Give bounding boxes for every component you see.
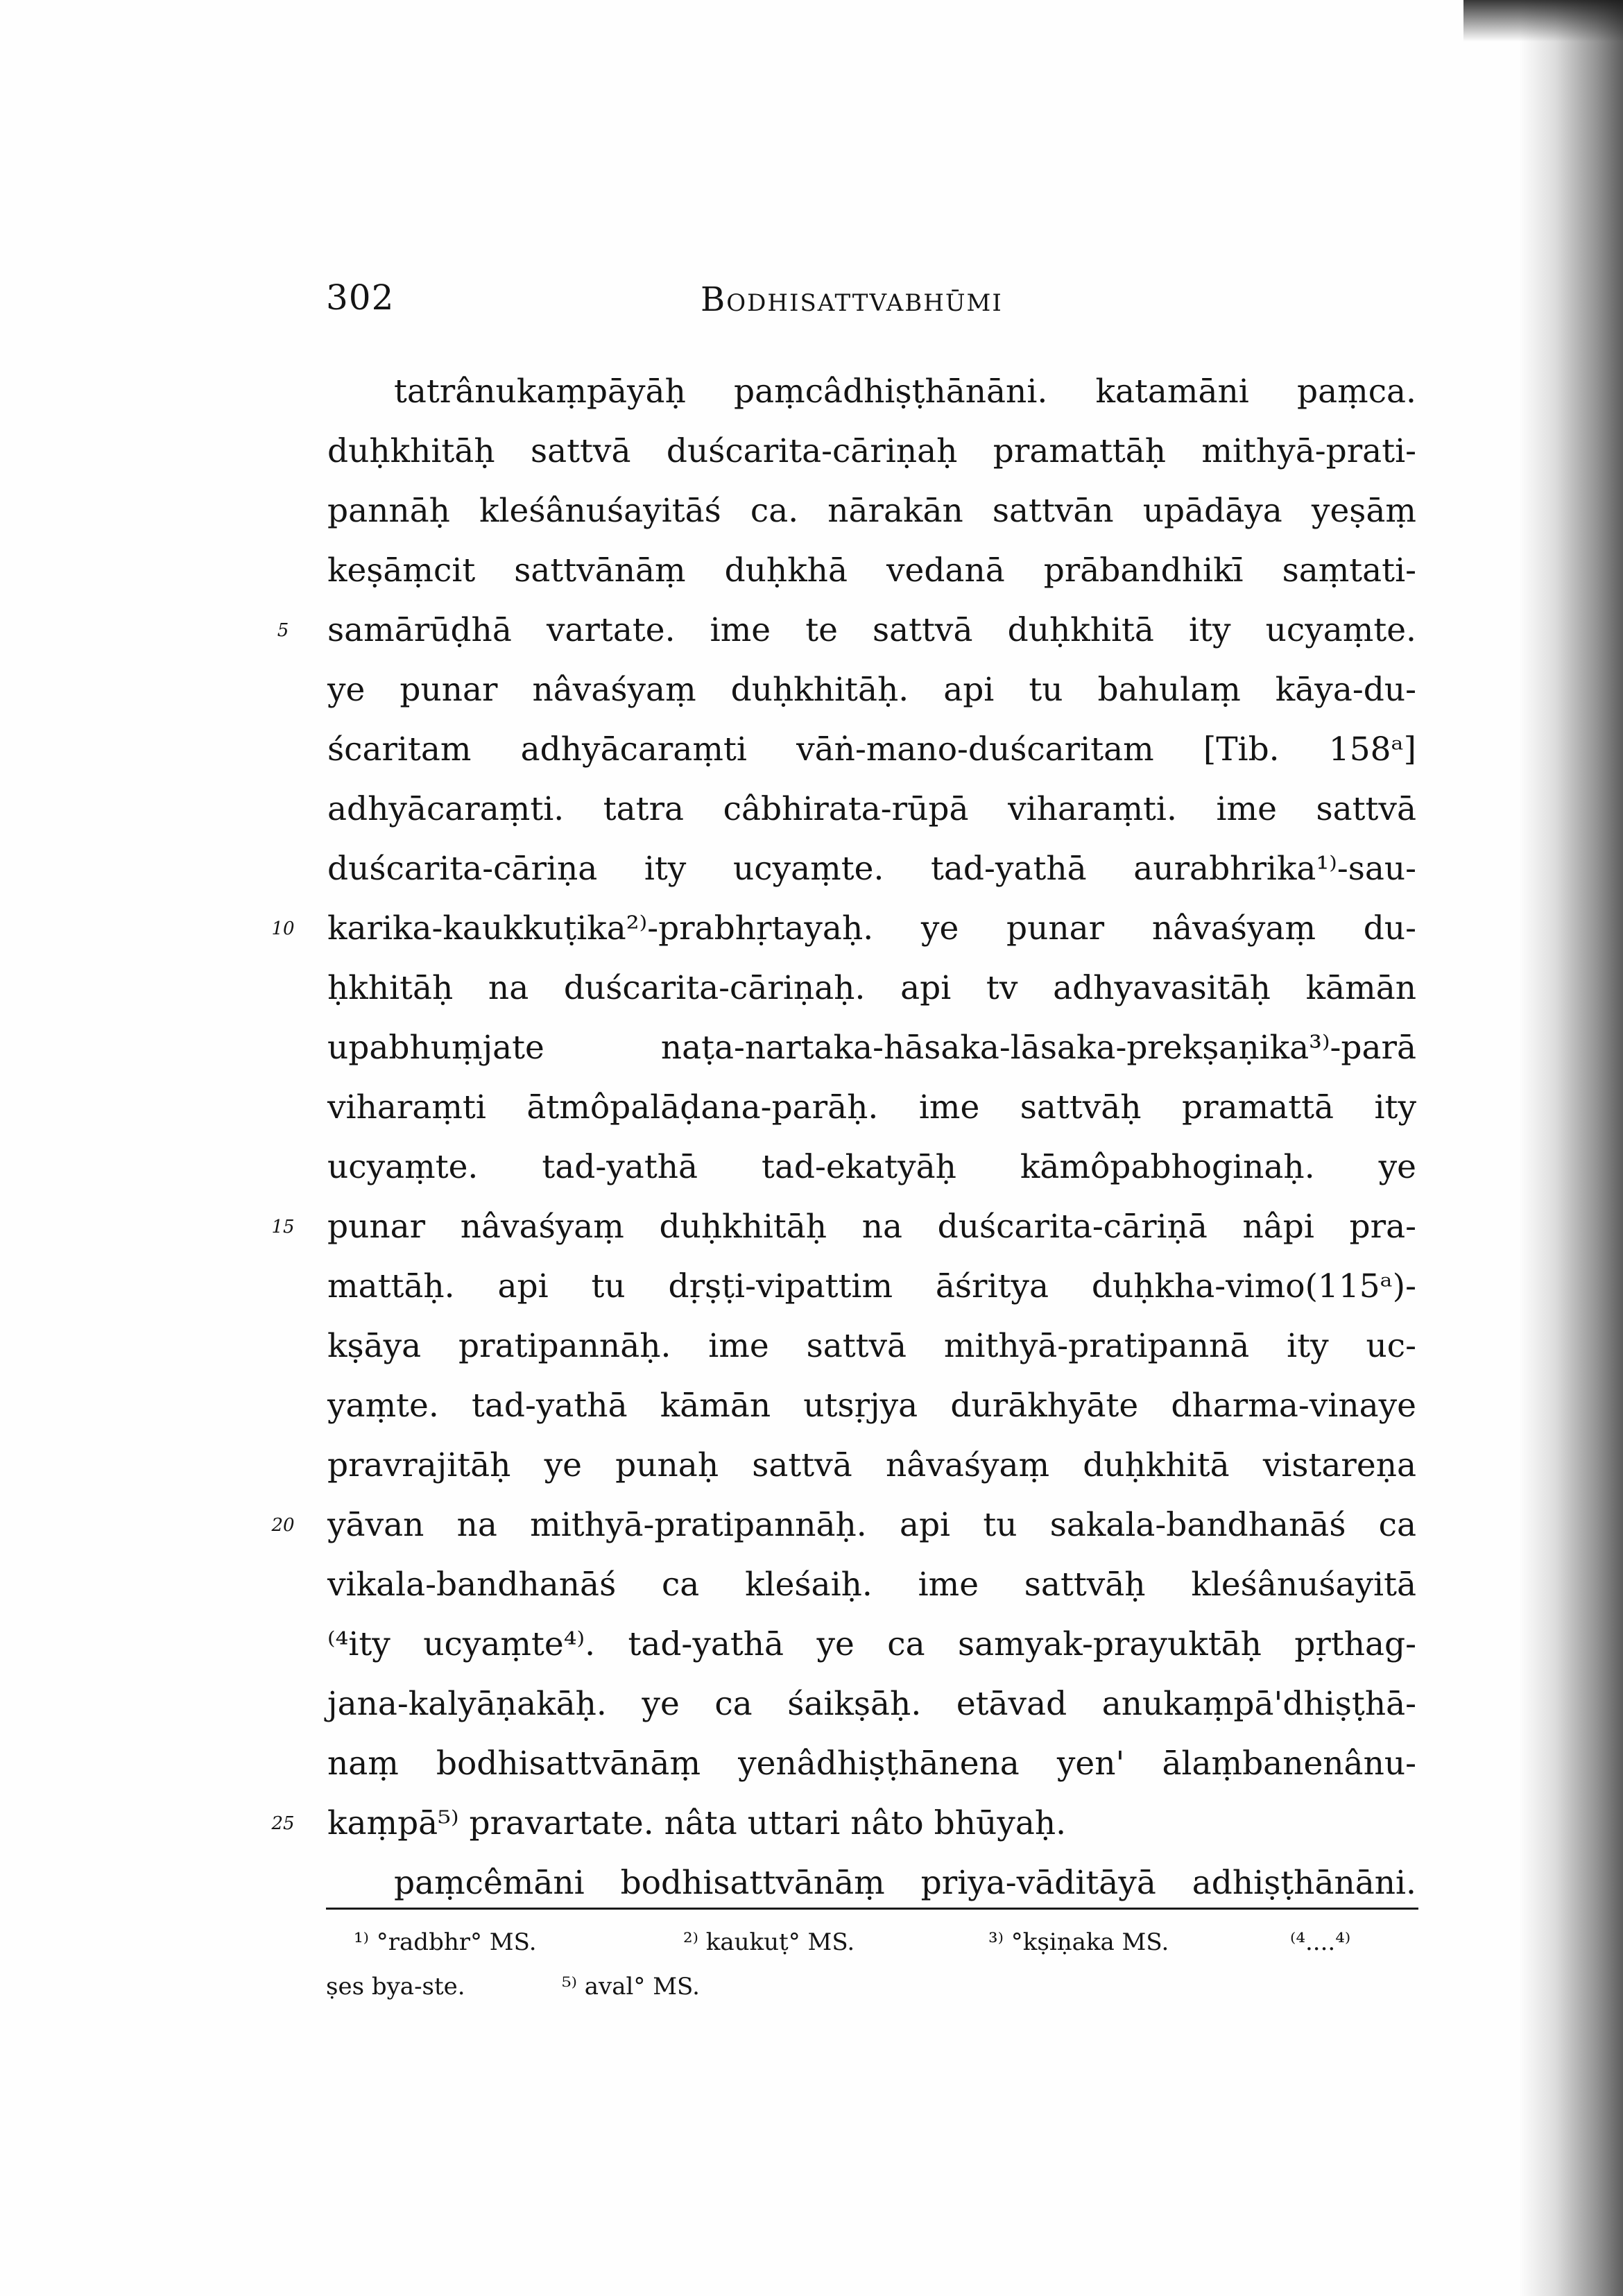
footnotes	[326, 1921, 1422, 2012]
text-line: punar nâvaśyaṃ duḥkhitāḥ na duścarita-cāriṇā nâpi pra-	[327, 1208, 1416, 1246]
text-line: viharaṃti ātmôpalāḍana-parāḥ. ime sattvāḥ pramattā ity	[327, 1088, 1416, 1126]
footnote-rule	[326, 1908, 1418, 1910]
running-title: Bodhisattvabhūmi	[701, 280, 1003, 319]
line-number: 20	[271, 1515, 295, 1536]
text-line: kaṃpā⁵⁾ pravartate. nâta uttari nâto bhūyaḥ.	[327, 1804, 1067, 1842]
page-header	[326, 277, 1408, 326]
text-line: adhyācaraṃti. tatra câbhirata-rūpā viharaṃti. ime sattvā	[327, 790, 1416, 828]
footnote-2: ²⁾ kaukuṭ° MS.	[683, 1928, 855, 1956]
text-line: jana-kalyāṇakāḥ. ye ca śaikṣāḥ. etāvad anukaṃpā'dhiṣṭhā-	[327, 1685, 1416, 1723]
text-line: duḥkhitāḥ sattvā duścarita-cāriṇaḥ pramattāḥ mithyā-prati-	[327, 432, 1416, 470]
line-number: 15	[271, 1217, 295, 1237]
footnote-line	[354, 1921, 1422, 1963]
text-line: kṣāya pratipannāḥ. ime sattvā mithyā-pratipannā ity uc-	[327, 1327, 1416, 1365]
footnote-3: ³⁾ °kṣiṇaka MS.	[988, 1928, 1169, 1956]
text-line: paṃcêmāni bodhisattvānāṃ priya-vāditāyā adhiṣṭhānāni.	[394, 1864, 1416, 1902]
text-line: vikala-bandhanāś ca kleśaiḥ. ime sattvāḥ kleśânuśayitā	[327, 1566, 1416, 1604]
text-line: yāvan na mithyā-pratipannāḥ. api tu sakala-bandhanāś ca	[327, 1506, 1416, 1544]
page-number: 302	[326, 277, 395, 318]
scan-corner-shadow	[1463, 0, 1623, 42]
footnote-line	[326, 1966, 1422, 2007]
text-line: yaṃte. tad-yathā kāmān utsṛjya durākhyāte dharma-vinaye	[327, 1387, 1416, 1425]
footnote-1: ¹⁾ °radbhr° MS.	[354, 1928, 537, 1956]
line-number: 25	[271, 1813, 295, 1834]
text-line: upabhuṃjate naṭa-nartaka-hāsaka-lāsaka-prekṣaṇika³⁾-parā	[327, 1029, 1416, 1067]
line-number: 5	[277, 620, 289, 641]
text-line: ścaritam adhyācaraṃti vāṅ-mano-duścaritam [Tib. 158ᵃ]	[327, 730, 1416, 769]
text-line: ḥkhitāḥ na duścarita-cāriṇaḥ. api tv adhyavasitāḥ kāmān	[327, 969, 1416, 1007]
text-line: ucyaṃte. tad-yathā tad-ekatyāḥ kāmôpabhoginaḥ. ye	[327, 1148, 1416, 1186]
text-line: duścarita-cāriṇa ity ucyaṃte. tad-yathā aurabhrika¹⁾-sau-	[327, 850, 1416, 888]
text-line: samārūḍhā vartate. ime te sattvā duḥkhitā ity ucyaṃte.	[327, 611, 1416, 649]
footnote-4: ⁽⁴....⁴⁾	[1290, 1928, 1351, 1956]
line-number: 10	[271, 918, 295, 939]
text-line: tatrânukaṃpāyāḥ paṃcâdhiṣṭhānāni. katamāni paṃca.	[394, 372, 1416, 411]
text-line: karika-kaukkuṭika²⁾-prabhṛtayaḥ. ye punar nâvaśyaṃ du-	[327, 909, 1416, 948]
footnote-5: ⁵⁾ aval° MS.	[562, 1973, 700, 2001]
text-line: pravrajitāḥ ye punaḥ sattvā nâvaśyaṃ duḥkhitā vistareṇa	[327, 1446, 1416, 1484]
text-line: mattāḥ. api tu dṛṣṭi-vipattim āśritya duḥkha-vimo(115ᵃ)-	[327, 1267, 1416, 1305]
text-line: ye punar nâvaśyaṃ duḥkhitāḥ. api tu bahulaṃ kāya-du-	[327, 671, 1416, 709]
scan-gutter-shadow	[1519, 0, 1623, 2296]
text-line: naṃ bodhisattvānāṃ yenâdhiṣṭhānena yen' ālaṃbanenânu-	[327, 1745, 1416, 1783]
text-line: keṣāṃcit sattvānāṃ duḥkhā vedanā prābandhikī saṃtati-	[327, 551, 1416, 590]
text-line: pannāḥ kleśânuśayitāś ca. nārakān sattvān upādāya yeṣāṃ	[327, 492, 1416, 530]
footnote-4-continued: ṣes bya-ste.	[326, 1973, 465, 2001]
text-line: ⁽⁴ity ucyaṃte⁴⁾. tad-yathā ye ca samyak-prayuktāḥ pṛthag-	[327, 1625, 1416, 1663]
